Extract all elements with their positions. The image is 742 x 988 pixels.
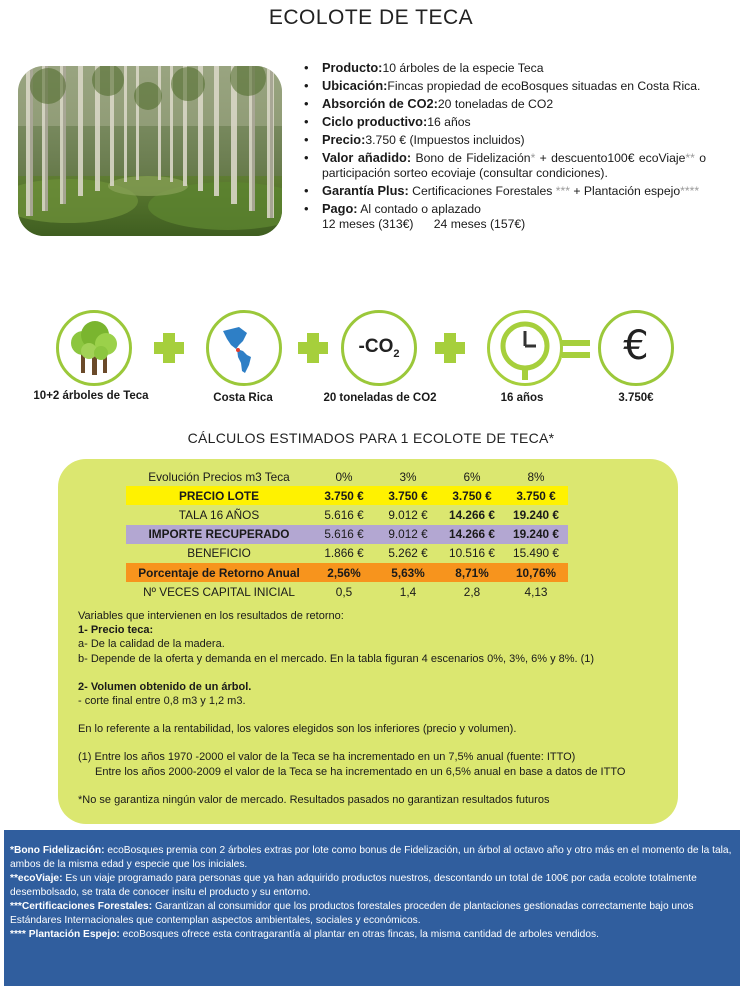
table-row-retorno-anual: Porcentaje de Retorno Anual 2,56% 5,63% 8,71% 10,76% xyxy=(126,563,568,582)
equation-label-location: Costa Rica xyxy=(213,392,273,404)
trees-icon xyxy=(56,310,132,386)
feature-ubicacion: • Ubicación:Fincas propiedad de ecoBosques situadas en Costa Rica. xyxy=(300,78,706,94)
footnote-bono: *Bono Fidelización: ecoBosques premia con 2 árboles extras por lote como bonus de Fidelización, un árbol al octavo año y otro más en el momento de la tala, ambos de la misma edad y especie que los iniciales. xyxy=(10,845,732,870)
plus-sign-3 xyxy=(435,333,465,363)
euro-icon: € xyxy=(598,310,674,386)
table-row-importe-recuperado: IMPORTE RECUPERADO 5.616 € 9.012 € 14.266 € 19.240 € xyxy=(126,525,568,544)
feature-producto: • Producto:10 árboles de la especie Teca xyxy=(300,60,706,76)
feature-valor-anadido: • Valor añadido: Bono de Fidelización* + descuento100€ ecoViaje** o participación sorteo ecoviaje (consultar condiciones). xyxy=(300,150,706,181)
plus-sign-2 xyxy=(298,333,328,363)
page-title: ECOLOTE DE TECA xyxy=(268,6,474,29)
footnote-certificaciones: ***Certificaciones Forestales: Garantizan al consumidor que los productos forestales proceden de plantaciones gestionadas correctamente bajo unos Estándares Internacionales que contemplan aspectos ambientales, sociales y económicos. xyxy=(10,901,694,926)
equation-label-price: 3.750€ xyxy=(618,392,654,404)
calculations-panel xyxy=(58,459,678,824)
equation-label-years: 16 años xyxy=(500,392,544,404)
footnotes-box xyxy=(4,830,740,986)
returns-table xyxy=(126,467,568,601)
feature-ciclo: • Ciclo productivo:16 años xyxy=(300,114,706,130)
feature-pago: • Pago: Al contado o aplazado 12 meses (313€) 24 meses (157€) xyxy=(300,201,706,232)
footnote-ecoviaje: **ecoViaje: Es un viaje programado para personas que ya han adquirido productos nuestros, descontando un total de 100€ por cada ecolote totalmente desembolsado, se trata de conocer insitu el producto y su entorno. xyxy=(10,873,697,898)
feature-garantia: • Garantía Plus: Certificaciones Forestales *** + Plantación espejo**** xyxy=(300,183,706,199)
calculations-title: CÁLCULOS ESTIMADOS PARA 1 ECOLOTE DE TECA* xyxy=(187,430,555,446)
disclaimer: *No se garantiza ningún valor de mercado. Resultados pasados no garantizan resultados futuros xyxy=(78,793,550,806)
plus-sign-1 xyxy=(154,333,184,363)
value-equation xyxy=(0,310,742,420)
table-row-precio-lote: PRECIO LOTE 3.750 € 3.750 € 3.750 € 3.750 € xyxy=(126,486,568,505)
teak-plantation-photo xyxy=(18,66,282,236)
table-row-beneficio: BENEFICIO 1.866 € 5.262 € 10.516 € 15.490 € xyxy=(187,546,559,561)
forest-image xyxy=(18,66,282,236)
product-features-list xyxy=(300,60,706,234)
equation-label-trees: 10+2 árboles de Teca xyxy=(33,390,149,402)
table-row-tala: TALA 16 AÑOS 5.616 € 9.012 € 14.266 € 19.240 € xyxy=(178,507,559,522)
clock-icon xyxy=(487,310,563,386)
return-variables-notes: Variables que intervienen en los resultados de retorno: 1- Precio teca: a- De la calidad de la madera. b- Depende de la oferta y demanda en el mercado. En la tabla figuran 4 escenarios 0%, 3%, 6% y 8%. (1) 2- Volumen obtenido de un árbol. - corte final entre 0,8 m3 y 1,2 m3. En lo referente a la rentabilidad, los valores elegidos son los inferiores (precio y volumen). (1) Entre los años 1970 -2000 el valor de la Teca se ha incrementado en un 7,5% anual (fuente: ITTO) Entre los años 2000-2009 el valor de la Teca se ha incrementado en un 6,5% anual en base a datos de ITTO *No se garantiza ningún valor de mercado. Resultados pasados no garantizan resultados futuros xyxy=(78,609,668,807)
table-row-veces-capital: Nº VECES CAPITAL INICIAL 0,5 1,4 2,8 4,13 xyxy=(143,584,548,599)
equation-label-co2: 20 toneladas de CO2 xyxy=(323,392,437,404)
feature-absorcion: • Absorción de CO2:20 toneladas de CO2 xyxy=(300,96,706,112)
footnote-plantacion-espejo: **** Plantación Espejo: ecoBosques ofrece esta contragarantía al plantar en otras fincas, la misma cantidad de arboles vendidos. xyxy=(10,929,599,940)
americas-map-icon xyxy=(206,310,282,386)
feature-precio: • Precio:3.750 € (Impuestos incluidos) xyxy=(300,132,706,148)
table-header-row: Evolución Precios m3 Teca 0% 3% 6% 8% xyxy=(148,469,545,484)
co2-icon: $-CO_2$ xyxy=(341,310,417,386)
equals-sign xyxy=(562,340,590,358)
